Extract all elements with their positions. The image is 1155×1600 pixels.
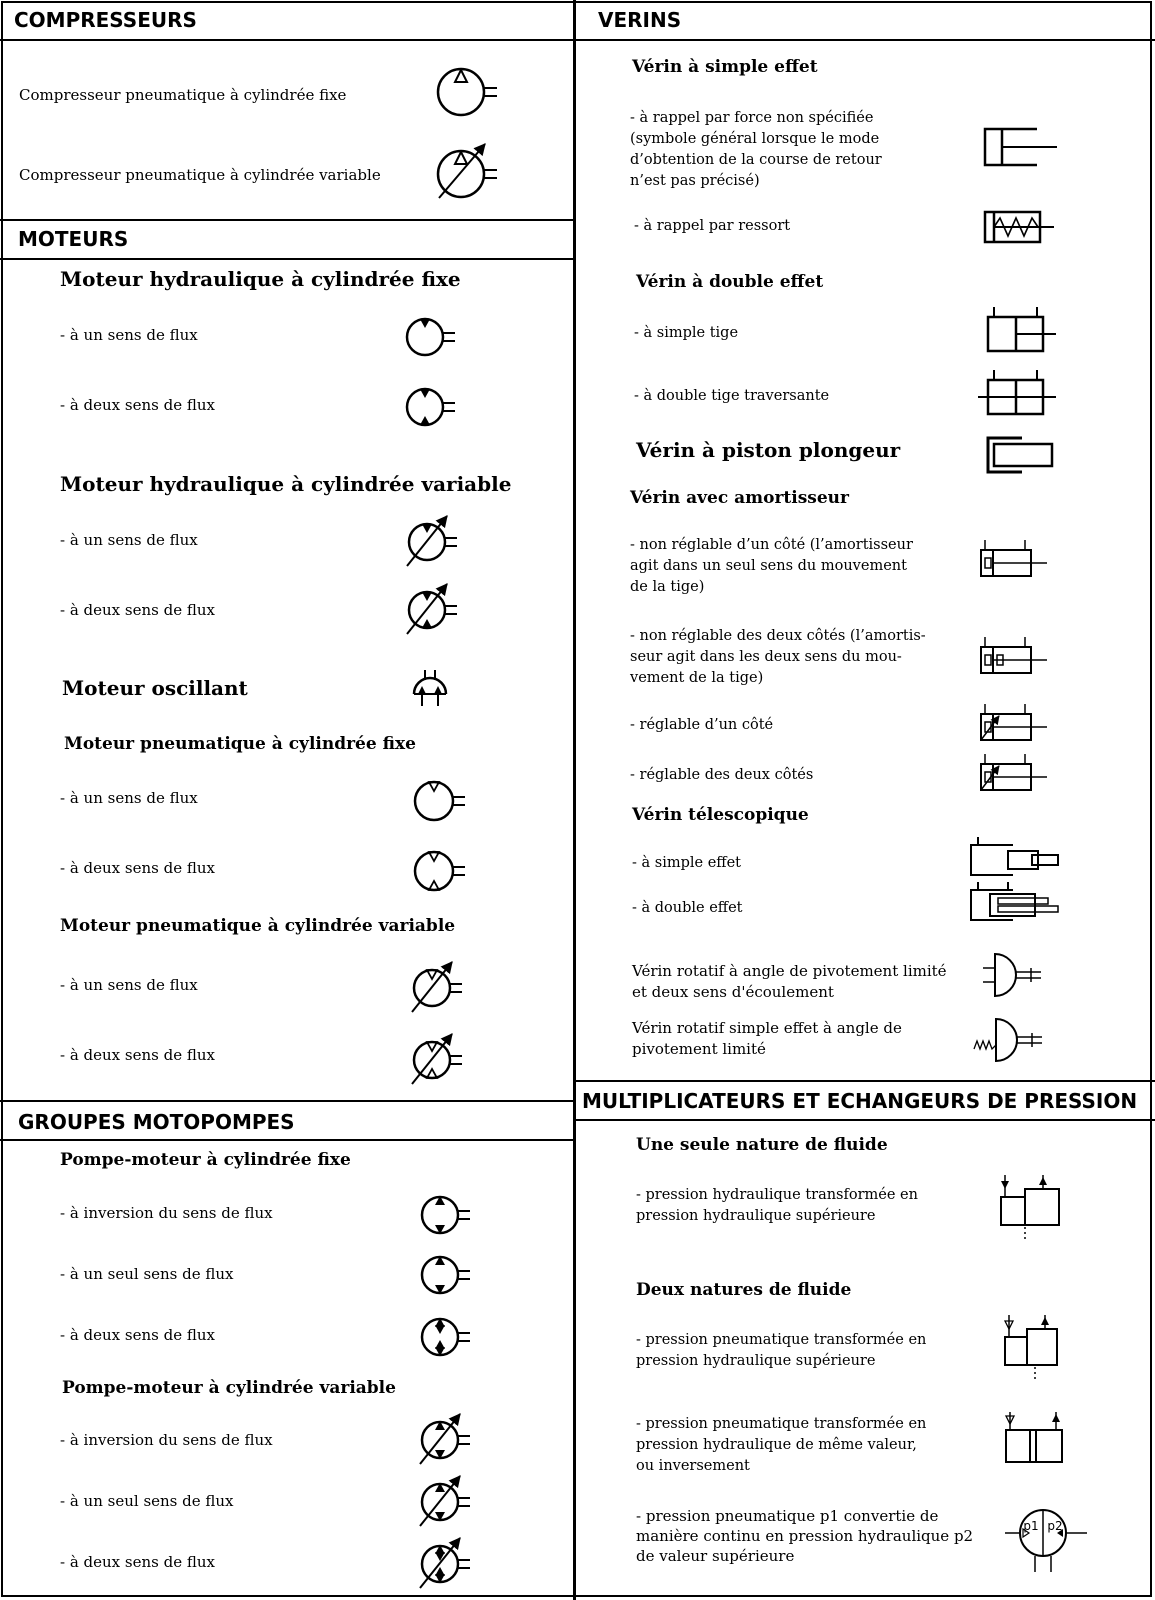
item-label: - à un sens de flux [60, 326, 198, 344]
moteur-pneu-var-2-symbol [410, 1030, 470, 1088]
item-label: - à deux sens de flux [60, 1553, 215, 1571]
rule [0, 219, 574, 221]
verin-simple-force-symbol [982, 125, 1062, 170]
item-label: - pression pneumatique transformée en pression hydraulique de même valeur, ou inversement [636, 1416, 927, 1474]
heading-une-nature: Une seule nature de fluide [636, 1135, 888, 1155]
verin-tele-simple-symbol [968, 835, 1063, 880]
section-title-moteurs: MOTEURS [18, 227, 129, 251]
compresseur-fixe-label: Compresseur pneumatique à cylindrée fixe [19, 86, 347, 104]
item-label: - à double tige traversante [634, 388, 830, 404]
section-title-verins: VERINS [598, 8, 682, 32]
pm-var-2-symbol [418, 1472, 478, 1530]
compresseur-variable-label: Compresseur pneumatique à cylindrée variable [19, 166, 381, 184]
item-label: - pression hydraulique transformée en pression hydraulique supérieure [636, 1187, 918, 1224]
compresseur-variable-symbol [435, 140, 505, 205]
heading-verin-tele: Vérin télescopique [632, 805, 809, 825]
verin-amort-3-symbol [975, 702, 1055, 752]
heading-moteur-pneu-var: Moteur pneumatique à cylindrée variable [60, 916, 456, 936]
item-label: - non réglable d’un côté (l’amortisseur agit dans un seul sens du mouvement de la tige) [630, 537, 913, 595]
verin-simple-ressort-symbol [982, 208, 1062, 248]
item-label: Vérin rotatif simple effet à angle de pivotement limité [632, 1019, 902, 1058]
pm-fixe-3-symbol [420, 1312, 475, 1362]
moteur-hyd-fixe-2-symbol [405, 382, 465, 432]
item-label: - pression pneumatique p1 convertie de manière continu en pression hydraulique p2 de valeur supérieure [636, 1507, 974, 1565]
p2-label: p2 [1047, 1519, 1063, 1533]
heading-verin-plongeur: Vérin à piston plongeur [636, 438, 901, 462]
item-label: - à deux sens de flux [60, 601, 215, 619]
column-divider [573, 0, 576, 1600]
section-title-compresseurs: COMPRESSEURS [14, 8, 197, 32]
heading-verin-amort: Vérin avec amortisseur [630, 488, 849, 508]
item-label: - à un sens de flux [60, 531, 198, 549]
moteur-hyd-var-2-symbol [405, 580, 465, 638]
item-label: - à inversion du sens de flux [60, 1431, 273, 1449]
moteur-pneu-var-1-symbol [410, 958, 470, 1016]
moteur-oscillant-symbol [410, 666, 455, 711]
heading-moteur-pneu-fixe: Moteur pneumatique à cylindrée fixe [64, 734, 416, 754]
heading-pm-fixe: Pompe-moteur à cylindrée fixe [60, 1150, 351, 1170]
item-label: - à un seul sens de flux [60, 1265, 234, 1283]
item-label: - à rappel par ressort [634, 218, 791, 234]
verin-amort-1-symbol [975, 538, 1055, 588]
moteur-pneu-fixe-2-symbol [412, 846, 472, 896]
item-label: - à deux sens de flux [60, 1046, 215, 1064]
verin-plongeur-symbol [982, 432, 1062, 477]
heading-moteur-hyd-fixe: Moteur hydraulique à cylindrée fixe [60, 267, 461, 291]
rule [0, 258, 574, 260]
verin-double-tige-traversante-symbol [978, 368, 1063, 420]
heading-verin-simple: Vérin à simple effet [632, 57, 818, 77]
rule [575, 39, 1155, 41]
section-title-groupes: GROUPES MOTOPOMPES [18, 1110, 295, 1134]
rule [0, 39, 574, 41]
pm-var-3-symbol [418, 1534, 478, 1592]
item-label: - à double effet [632, 900, 743, 916]
pm-fixe-2-symbol [420, 1250, 475, 1300]
item-label: - à un seul sens de flux [60, 1492, 234, 1510]
rule [0, 1100, 574, 1102]
heading-pm-var: Pompe-moteur à cylindrée variable [62, 1378, 396, 1398]
item-label: - à deux sens de flux [60, 396, 215, 414]
rule [575, 1119, 1155, 1121]
item-label: - à deux sens de flux [60, 1326, 215, 1344]
item-label: - à un sens de flux [60, 976, 198, 994]
item-label: - à un sens de flux [60, 789, 198, 807]
moteur-pneu-fixe-1-symbol [412, 776, 472, 826]
p1-label: p1 [1023, 1519, 1039, 1533]
item-label: Vérin rotatif à angle de pivotement limité et deux sens d'écoulement [632, 962, 947, 1001]
rule [575, 1080, 1155, 1082]
multiplicateur-deux-natures-1-symbol [995, 1315, 1065, 1380]
item-label: - à inversion du sens de flux [60, 1204, 273, 1222]
multiplicateur-deux-natures-2-symbol [1000, 1410, 1070, 1470]
verin-amort-2-symbol [975, 635, 1055, 685]
compresseur-fixe-symbol [435, 60, 505, 125]
verin-tele-double-symbol [968, 880, 1063, 925]
item-label: - pression pneumatique transformée en pression hydraulique supérieure [636, 1332, 927, 1369]
verin-double-simple-tige-symbol [982, 305, 1062, 355]
verin-amort-4-symbol [975, 752, 1055, 802]
verin-rotatif-1-symbol [975, 950, 1045, 1000]
item-label: - réglable d’un côté [630, 717, 774, 733]
convertisseur-p1-p2-symbol [1005, 1500, 1095, 1575]
item-label: - réglable des deux côtés [630, 767, 814, 783]
verin-rotatif-2-symbol [972, 1015, 1047, 1065]
item-label: - à deux sens de flux [60, 859, 215, 877]
moteur-hyd-fixe-1-symbol [405, 312, 465, 362]
rule [0, 1139, 574, 1141]
item-label: - à simple effet [632, 855, 741, 871]
multiplicateur-une-nature-symbol [995, 1175, 1065, 1240]
moteur-hyd-var-1-symbol [405, 512, 465, 570]
item-label: - à simple tige [634, 325, 739, 341]
section-title-multiplicateurs: MULTIPLICATEURS ET ECHANGEURS DE PRESSION [582, 1089, 1138, 1113]
pm-var-1-symbol [418, 1410, 478, 1468]
heading-deux-natures: Deux natures de fluide [636, 1280, 852, 1300]
item-label: - non réglable des deux côtés (l’amortis- seur agit dans les deux sens du mou- vement de la tige) [630, 628, 926, 686]
heading-moteur-hyd-var: Moteur hydraulique à cylindrée variable [60, 472, 512, 496]
heading-verin-double: Vérin à double effet [636, 272, 824, 292]
pm-fixe-1-symbol [420, 1190, 475, 1240]
heading-moteur-oscillant: Moteur oscillant [62, 676, 248, 700]
item-label: - à rappel par force non spécifiée (symbole général lorsque le mode d’obtention de la course de retour n’est pas précisé) [630, 110, 882, 189]
